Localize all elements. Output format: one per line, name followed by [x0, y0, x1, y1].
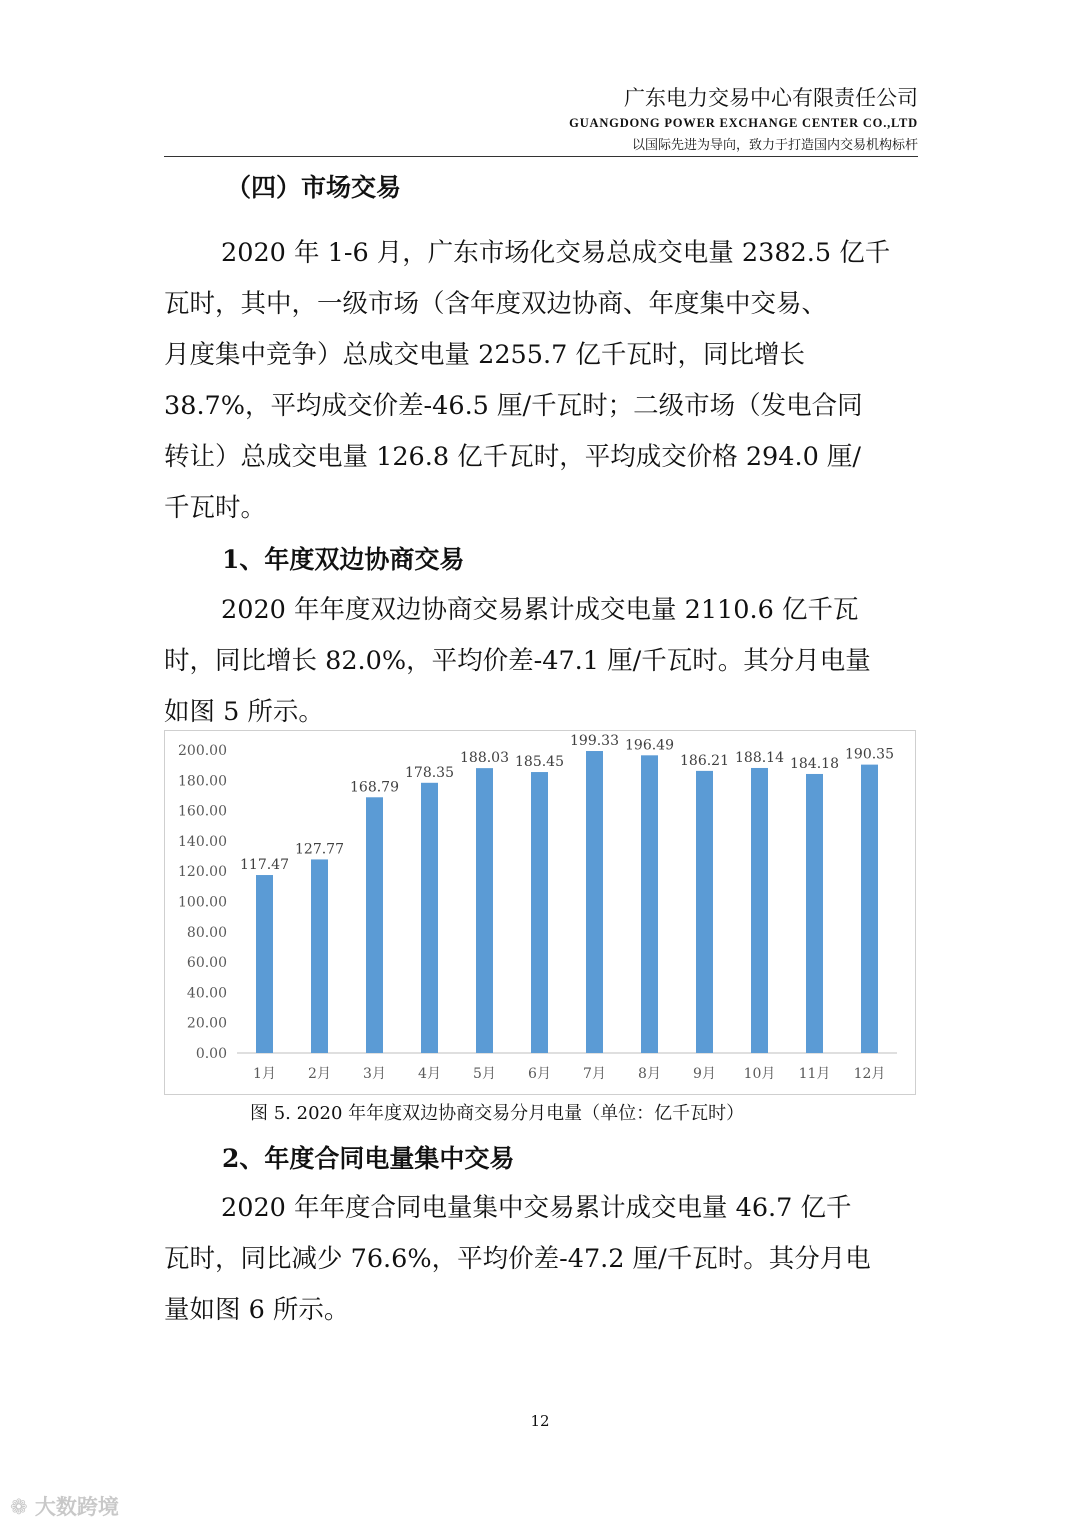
x-tick-label: 1月 [253, 1066, 276, 1082]
paragraph-line: 2020 年年度合同电量集中交易累计成交电量 46.7 亿千 [221, 1193, 852, 1223]
paragraph-line: 如图 5 所示。 [164, 697, 324, 727]
watermark-icon: ❁ [10, 1495, 28, 1519]
section-heading: （四）市场交易 [226, 173, 402, 202]
subsection-heading-2: 2、年度合同电量集中交易 [222, 1144, 515, 1173]
x-tick-label: 4月 [418, 1066, 441, 1082]
x-tick-label: 11月 [798, 1066, 831, 1082]
data-label: 188.03 [460, 750, 509, 767]
bar [641, 755, 658, 1053]
paragraph-line: 瓦时，同比减少 76.6%，平均价差-47.2 厘/千瓦时。其分月电 [164, 1244, 871, 1274]
bar [476, 768, 493, 1053]
paragraph-line: 月度集中竞争）总成交电量 2255.7 亿千瓦时，同比增长 [164, 340, 805, 370]
x-tick-label: 3月 [363, 1066, 386, 1082]
data-label: 188.14 [735, 749, 784, 766]
y-tick-label: 200.00 [178, 743, 227, 759]
bar [256, 875, 273, 1053]
y-tick-label: 60.00 [186, 955, 227, 972]
x-tick-label: 7月 [583, 1066, 606, 1082]
data-label: 184.18 [790, 755, 839, 772]
bar [751, 768, 768, 1053]
subsection-heading-1: 1、年度双边协商交易 [222, 545, 465, 574]
y-tick-label: 0.00 [195, 1046, 227, 1062]
y-tick-label: 120.00 [178, 864, 227, 881]
intro-paragraph [164, 228, 916, 534]
data-label: 168.79 [350, 779, 399, 796]
paragraph-line: 2020 年 1-6 月，广东市场化交易总成交电量 2382.5 亿千 [221, 238, 891, 268]
x-tick-label: 9月 [693, 1066, 716, 1082]
x-tick-label: 2月 [308, 1066, 331, 1082]
bar [806, 774, 823, 1053]
paragraph-line: 量如图 6 所示。 [164, 1295, 350, 1325]
bar [586, 751, 603, 1053]
subsection-2-paragraph [164, 1183, 916, 1336]
paragraph-line: 38.7%，平均成交价差-46.5 厘/千瓦时；二级市场（发电合同 [164, 391, 863, 421]
y-tick-label: 160.00 [178, 803, 227, 820]
data-label: 185.45 [515, 754, 564, 771]
company-name-en: GUANGDONG POWER EXCHANGE CENTER CO.,LTD [569, 116, 918, 130]
bar [366, 797, 383, 1053]
y-tick-label: 20.00 [186, 1015, 227, 1032]
y-tick-label: 80.00 [186, 924, 227, 941]
watermark-logo [10, 1491, 119, 1521]
data-label: 127.77 [295, 841, 344, 858]
x-tick-label: 10月 [743, 1066, 776, 1082]
paragraph-line: 时，同比增长 82.0%，平均价差-47.1 厘/千瓦时。其分月电量 [164, 646, 871, 676]
bar [311, 859, 328, 1053]
paragraph-line: 2020 年年度双边协商交易累计成交电量 2110.6 亿千瓦 [221, 595, 859, 625]
x-tick-label: 12月 [853, 1066, 886, 1082]
x-tick-label: 8月 [638, 1066, 661, 1082]
company-name-cn: 广东电力交易中心有限责任公司 [624, 86, 918, 110]
monthly-volume-chart [164, 730, 916, 1095]
data-label: 199.33 [570, 733, 619, 750]
data-label: 196.49 [625, 737, 674, 754]
x-tick-label: 6月 [528, 1066, 551, 1082]
bar-chart-svg [165, 731, 917, 1096]
data-label: 186.21 [680, 752, 729, 769]
page-number: 12 [530, 1412, 550, 1430]
y-tick-label: 100.00 [178, 894, 227, 911]
company-slogan: 以国际先进为导向，致力于打造国内交易机构标杆 [631, 138, 918, 153]
paragraph-line: 瓦时，其中，一级市场（含年度双边协商、年度集中交易、 [164, 289, 828, 319]
bar [861, 765, 878, 1053]
y-tick-label: 40.00 [186, 985, 227, 1002]
bar [421, 783, 438, 1053]
y-tick-label: 180.00 [178, 773, 227, 790]
y-tick-label: 140.00 [178, 833, 227, 850]
data-label: 178.35 [405, 764, 454, 781]
x-tick-label: 5月 [473, 1066, 496, 1082]
data-label: 190.35 [845, 746, 894, 763]
paragraph-line: 千瓦时。 [164, 493, 267, 523]
subsection-1-paragraph [164, 585, 916, 738]
paragraph-line: 转让）总成交电量 126.8 亿千瓦时，平均成交价格 294.0 厘/ [164, 442, 862, 472]
bar [531, 772, 548, 1053]
watermark-text: 大数跨境 [34, 1495, 119, 1519]
chart-caption: 图 5. 2020 年年度双边协商交易分月电量（单位：亿千瓦时） [250, 1103, 745, 1124]
bar [696, 771, 713, 1053]
data-label: 117.47 [240, 857, 289, 874]
page-header [164, 80, 918, 157]
